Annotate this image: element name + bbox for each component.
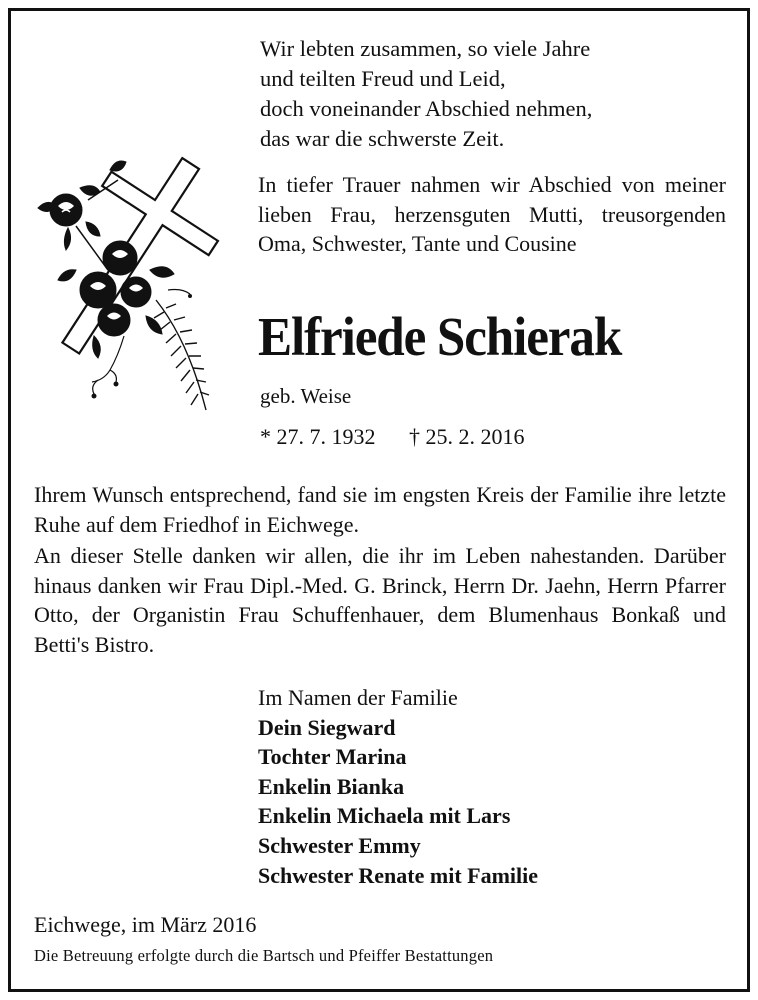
signer-name: Schwester Emmy (258, 832, 421, 858)
signer-name: Schwester Renate mit Familie (258, 862, 539, 888)
signers-block (258, 683, 538, 890)
funeral-paragraph: Ihrem Wunsch entsprechend, fand sie im engsten Kreis der Familie ihre letzte Ruhe auf dem Friedhof in Eichwege. (34, 482, 726, 537)
poem-line: und teilten Freud und Leid, (260, 66, 506, 91)
birth-date: * 27. 7. 1932 (260, 424, 376, 449)
cross-with-roses-icon (28, 140, 228, 420)
death-date: † 25. 2. 2016 (409, 424, 525, 449)
poem-line: Wir lebten zusammen, so viele Jahre (260, 36, 591, 61)
life-dates (260, 424, 525, 450)
signer-name: Enkelin Michaela mit Lars (258, 803, 511, 829)
thanks-paragraph: An dieser Stelle danken wir allen, die ihr im Leben nahestanden. Darüber hinaus danken wir Frau Dipl.-Med. G. Brinck, Herrn Dr. Jaehn, Herrn Pfarrer Otto, der Organistin Frau Schuffenhauer, dem Blumenhaus Bonkaß und Betti's Bistro. (34, 543, 726, 657)
mourning-intro: In tiefer Trauer nahmen wir Abschied von meiner lieben Frau, herzensguten Mutti, treusorgenden Oma, Schwester, Tante und Cousine (258, 172, 726, 256)
signers-intro: Im Namen der Familie (258, 685, 458, 710)
funeral-home-note: Die Betreuung erfolgte durch die Bartsch und Pfeiffer Bestattungen (34, 946, 494, 965)
deceased-name: Elfriede Schierak (258, 306, 622, 367)
signer-name: Tochter Marina (258, 744, 407, 770)
signer-name: Dein Siegward (258, 714, 396, 740)
maiden-name: geb. Weise (260, 384, 352, 408)
memorial-poem (260, 34, 592, 154)
signer-name: Enkelin Bianka (258, 773, 405, 799)
place-date: Eichwege, im März 2016 (34, 912, 257, 937)
poem-line: doch voneinander Abschied nehmen, (260, 96, 593, 121)
poem-line: das war die schwerste Zeit. (260, 126, 505, 151)
